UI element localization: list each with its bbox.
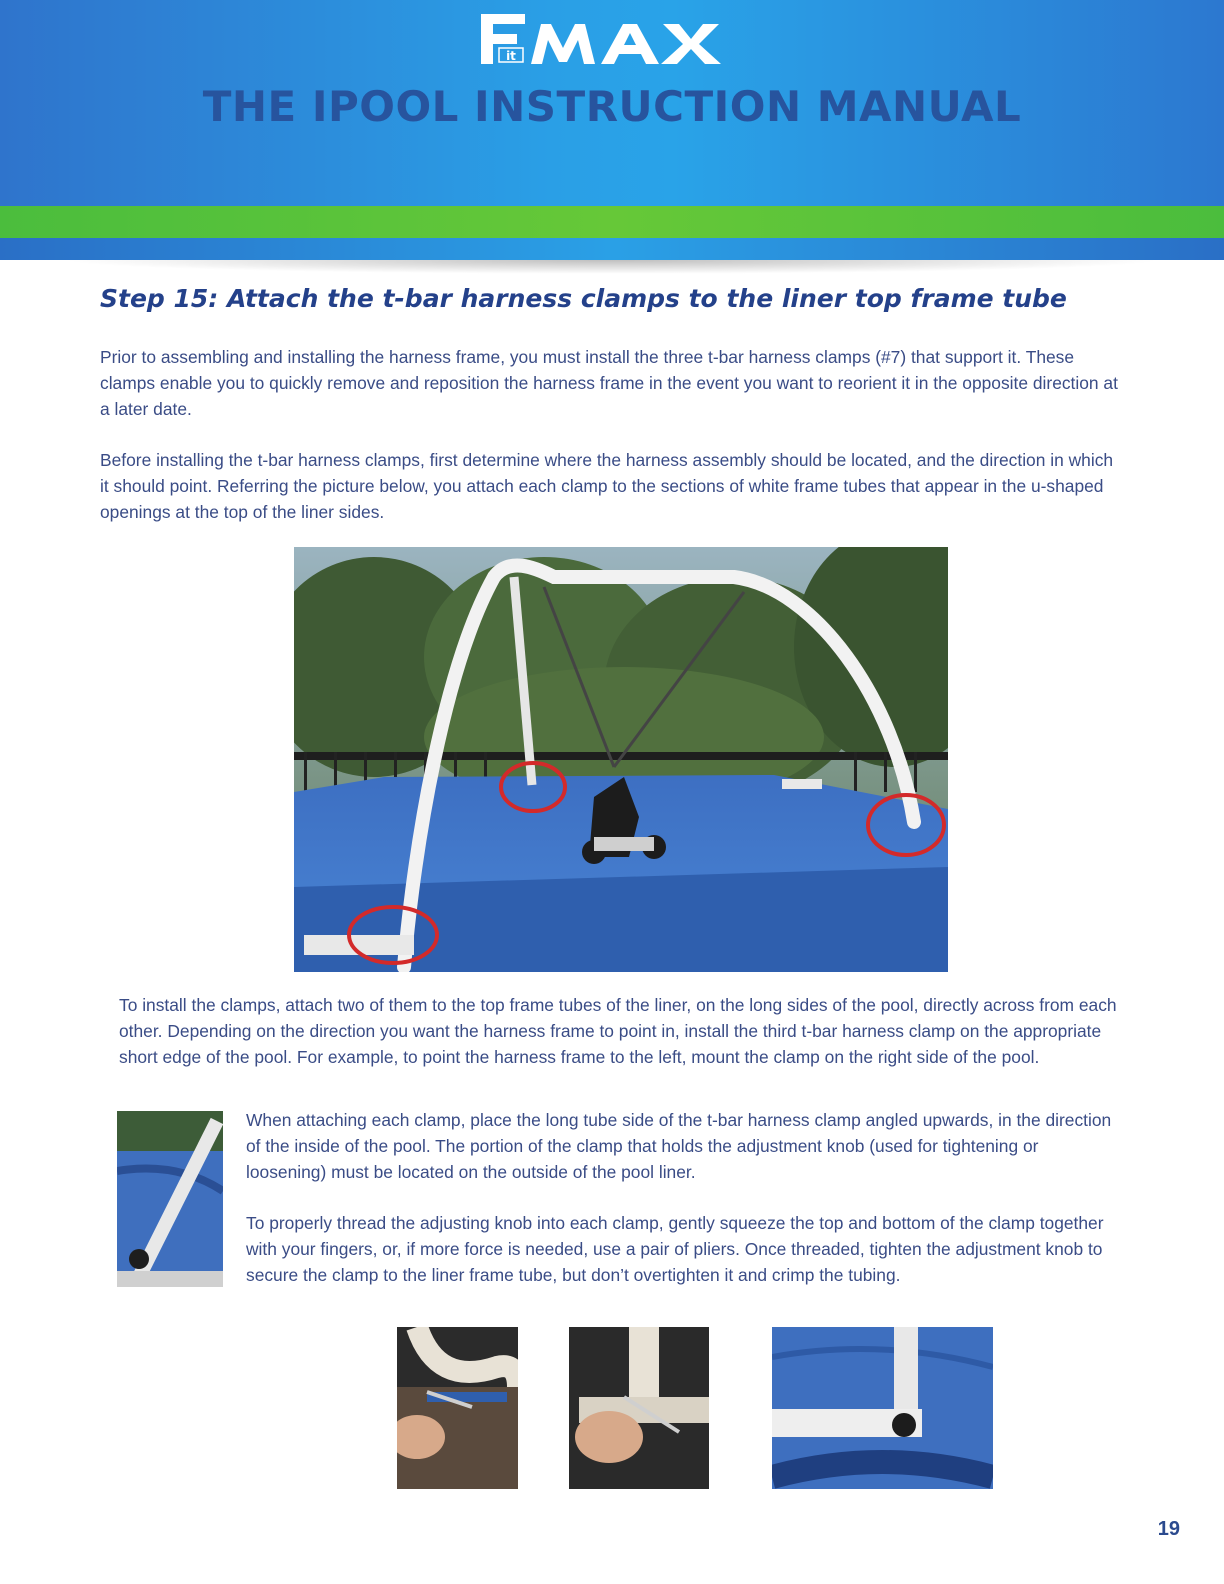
paragraph-intro: Prior to assembling and installing the harness frame, you must install the three t-bar harness clamps (#7) that support it. These clamps enable you to quickly remove and reposition the harness frame in the event you want to reorient it in the opposite direction at a later date.	[100, 347, 1118, 419]
paragraph-install: To install the clamps, attach two of them to the top frame tubes of the liner, on the long sides of the pool, directly across from each other. Depending on the direction you want the harness frame to point in, install the third t-bar harness clamp on the appropriate short edge of the pool. For example, to point the harness frame to the left, mount the clamp on the right side of the pool.	[119, 995, 1117, 1067]
pool-harness-photo	[294, 547, 948, 972]
manual-title: THE IPOOL INSTRUCTION MANUAL	[202, 82, 1022, 131]
installed-clamp-photo	[772, 1327, 993, 1489]
squeeze-clamp-photo-2	[569, 1327, 709, 1489]
paragraph-orientation: When attaching each clamp, place the long tube side of the t-bar harness clamp angled upwards, in the direction of the inside of the pool. The portion of the clamp that holds the adjustment knob (used for tightening or loosening) must be located on the outside of the pool liner.	[246, 1110, 1112, 1182]
paragraph-location: Before installing the t-bar harness clamps, first determine where the harness assembly should be located, and the direction in which it should point. Referring the picture below, you attach each clamp to the sections of white frame tubes that appear in the u-shaped openings at the top of the liner sides.	[100, 450, 1114, 522]
header-shadow	[60, 260, 1164, 274]
step-title: Step 15: Attach the t-bar harness clamps to the liner top frame tube	[100, 284, 1067, 313]
squeeze-clamp-photo-1	[397, 1327, 518, 1489]
page-header	[0, 0, 1224, 206]
fitmax-logo	[0, 8, 1224, 73]
svg-text:it: it	[506, 49, 516, 63]
header-blue-band	[0, 238, 1224, 260]
fitmax-logo-mark	[467, 8, 757, 68]
clamp-closeup-photo	[117, 1111, 223, 1287]
paragraph-threading: To properly thread the adjusting knob into each clamp, gently squeeze the top and bottom of the clamp together with your fingers, or, if more force is needed, use a pair of pliers. Once threaded, tighten the adjustment knob to secure the clamp to the liner frame tube, but don’t overtighten it and crimp the tubing.	[246, 1213, 1104, 1285]
page-number: 19	[1157, 1518, 1180, 1540]
header-green-band	[0, 206, 1224, 238]
